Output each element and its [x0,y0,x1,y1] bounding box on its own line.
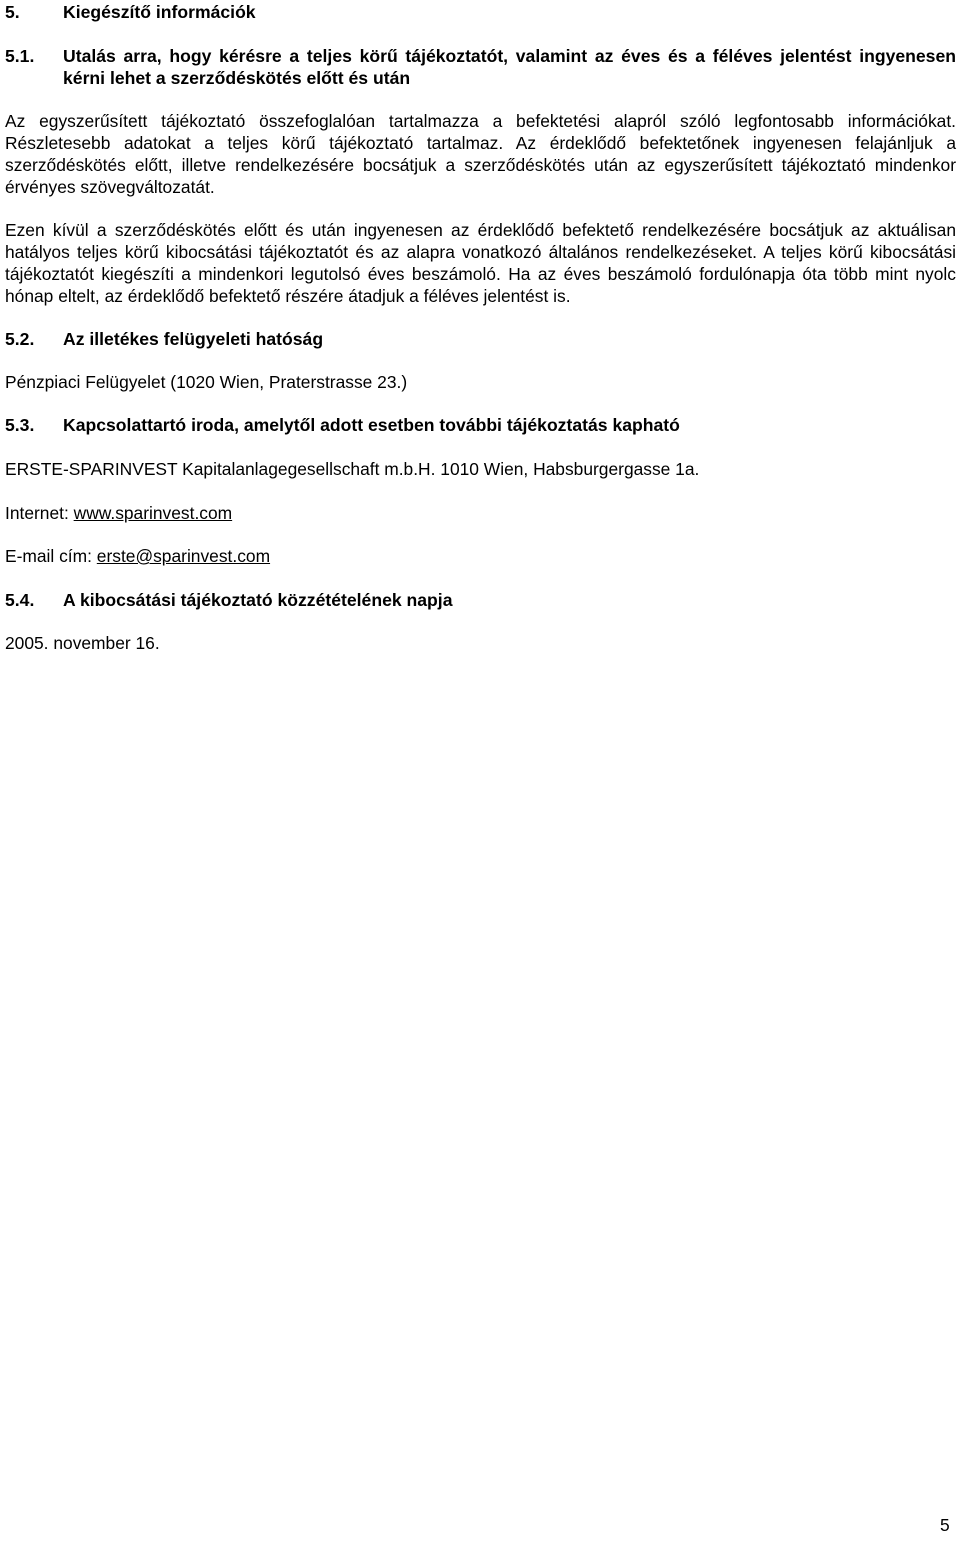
section-heading [5,1,956,23]
email-link[interactable]: erste@sparinvest.com [96,546,271,566]
paragraph-summary-info: Az egyszerűsített tájékoztató összefoglalóan tartalmazza a befektetési alapról szóló legfontosabb információkat. Részletesebb adatokat a teljes körű tájékoztató tartalmaz. Az érdeklődő befektetőnek ingyenesen felajánljuk a szerződéskötés előtt, illetve rendelkezésére bocsátjuk a szerződéskötés után az egyszerűsített tájékoztató mindenkor érvényes szövegváltozatát. [5,111,956,197]
subsection-5-4-title: A kibocsátási tájékoztató közzétételének napja [63,590,453,610]
subsection-5-2-heading [5,328,956,350]
subsection-5-3-heading [5,414,956,436]
subsection-5-1-title: Utalás arra, hogy kérésre a teljes körű tájékoztatót, valamint az éves és a féléves jelentést ingyenesen kérni lehet a szerződéskötés előtt és után [63,46,956,88]
subsection-5-3-title: Kapcsolattartó iroda, amelytől adott esetben további tájékoztatás kapható [63,415,680,435]
section-title: Kiegészítő információk [63,2,256,22]
page-number: 5 [940,1515,950,1535]
section-number: 5. [5,2,20,22]
publication-date: 2005. november 16. [5,633,160,653]
subsection-5-1-heading [5,45,956,89]
subsection-5-2-title: Az illetékes felügyeleti hatóság [63,329,324,349]
paragraph-full-prospectus: Ezen kívül a szerződéskötés előtt és után ingyenesen az érdeklődő befektető rendelkezésére bocsátjuk az aktuálisan hatályos teljes körű kibocsátási tájékoztatót és az alapra vonatkozó általános rendelkezéseket. A teljes körű kibocsátási tájékoztatót kiegészíti a mindenkori legutolsó éves beszámoló. Ha az éves beszámoló fordulónapja óta több mint nyolc hónap eltelt, az érdeklődő befektető részére átadjuk a féléves jelentést is. [5,220,956,306]
subsection-5-2-number: 5.2. [5,329,35,349]
email-label: E-mail cím: [5,546,97,566]
subsection-5-3-number: 5.3. [5,415,35,435]
subsection-5-1-number: 5.1. [5,46,35,66]
website-link[interactable]: www.sparinvest.com [73,503,233,523]
subsection-5-4-number: 5.4. [5,590,35,610]
supervisory-authority: Pénzpiaci Felügyelet (1020 Wien, Praterstrasse 23.) [5,372,408,392]
email-line [5,545,270,567]
subsection-5-4-heading [5,589,956,611]
internet-line [5,502,232,524]
internet-label: Internet: [5,503,74,523]
contact-company: ERSTE-SPARINVEST Kapitalanlagegesellschaft m.b.H. 1010 Wien, Habsburgergasse 1a. [5,459,700,479]
